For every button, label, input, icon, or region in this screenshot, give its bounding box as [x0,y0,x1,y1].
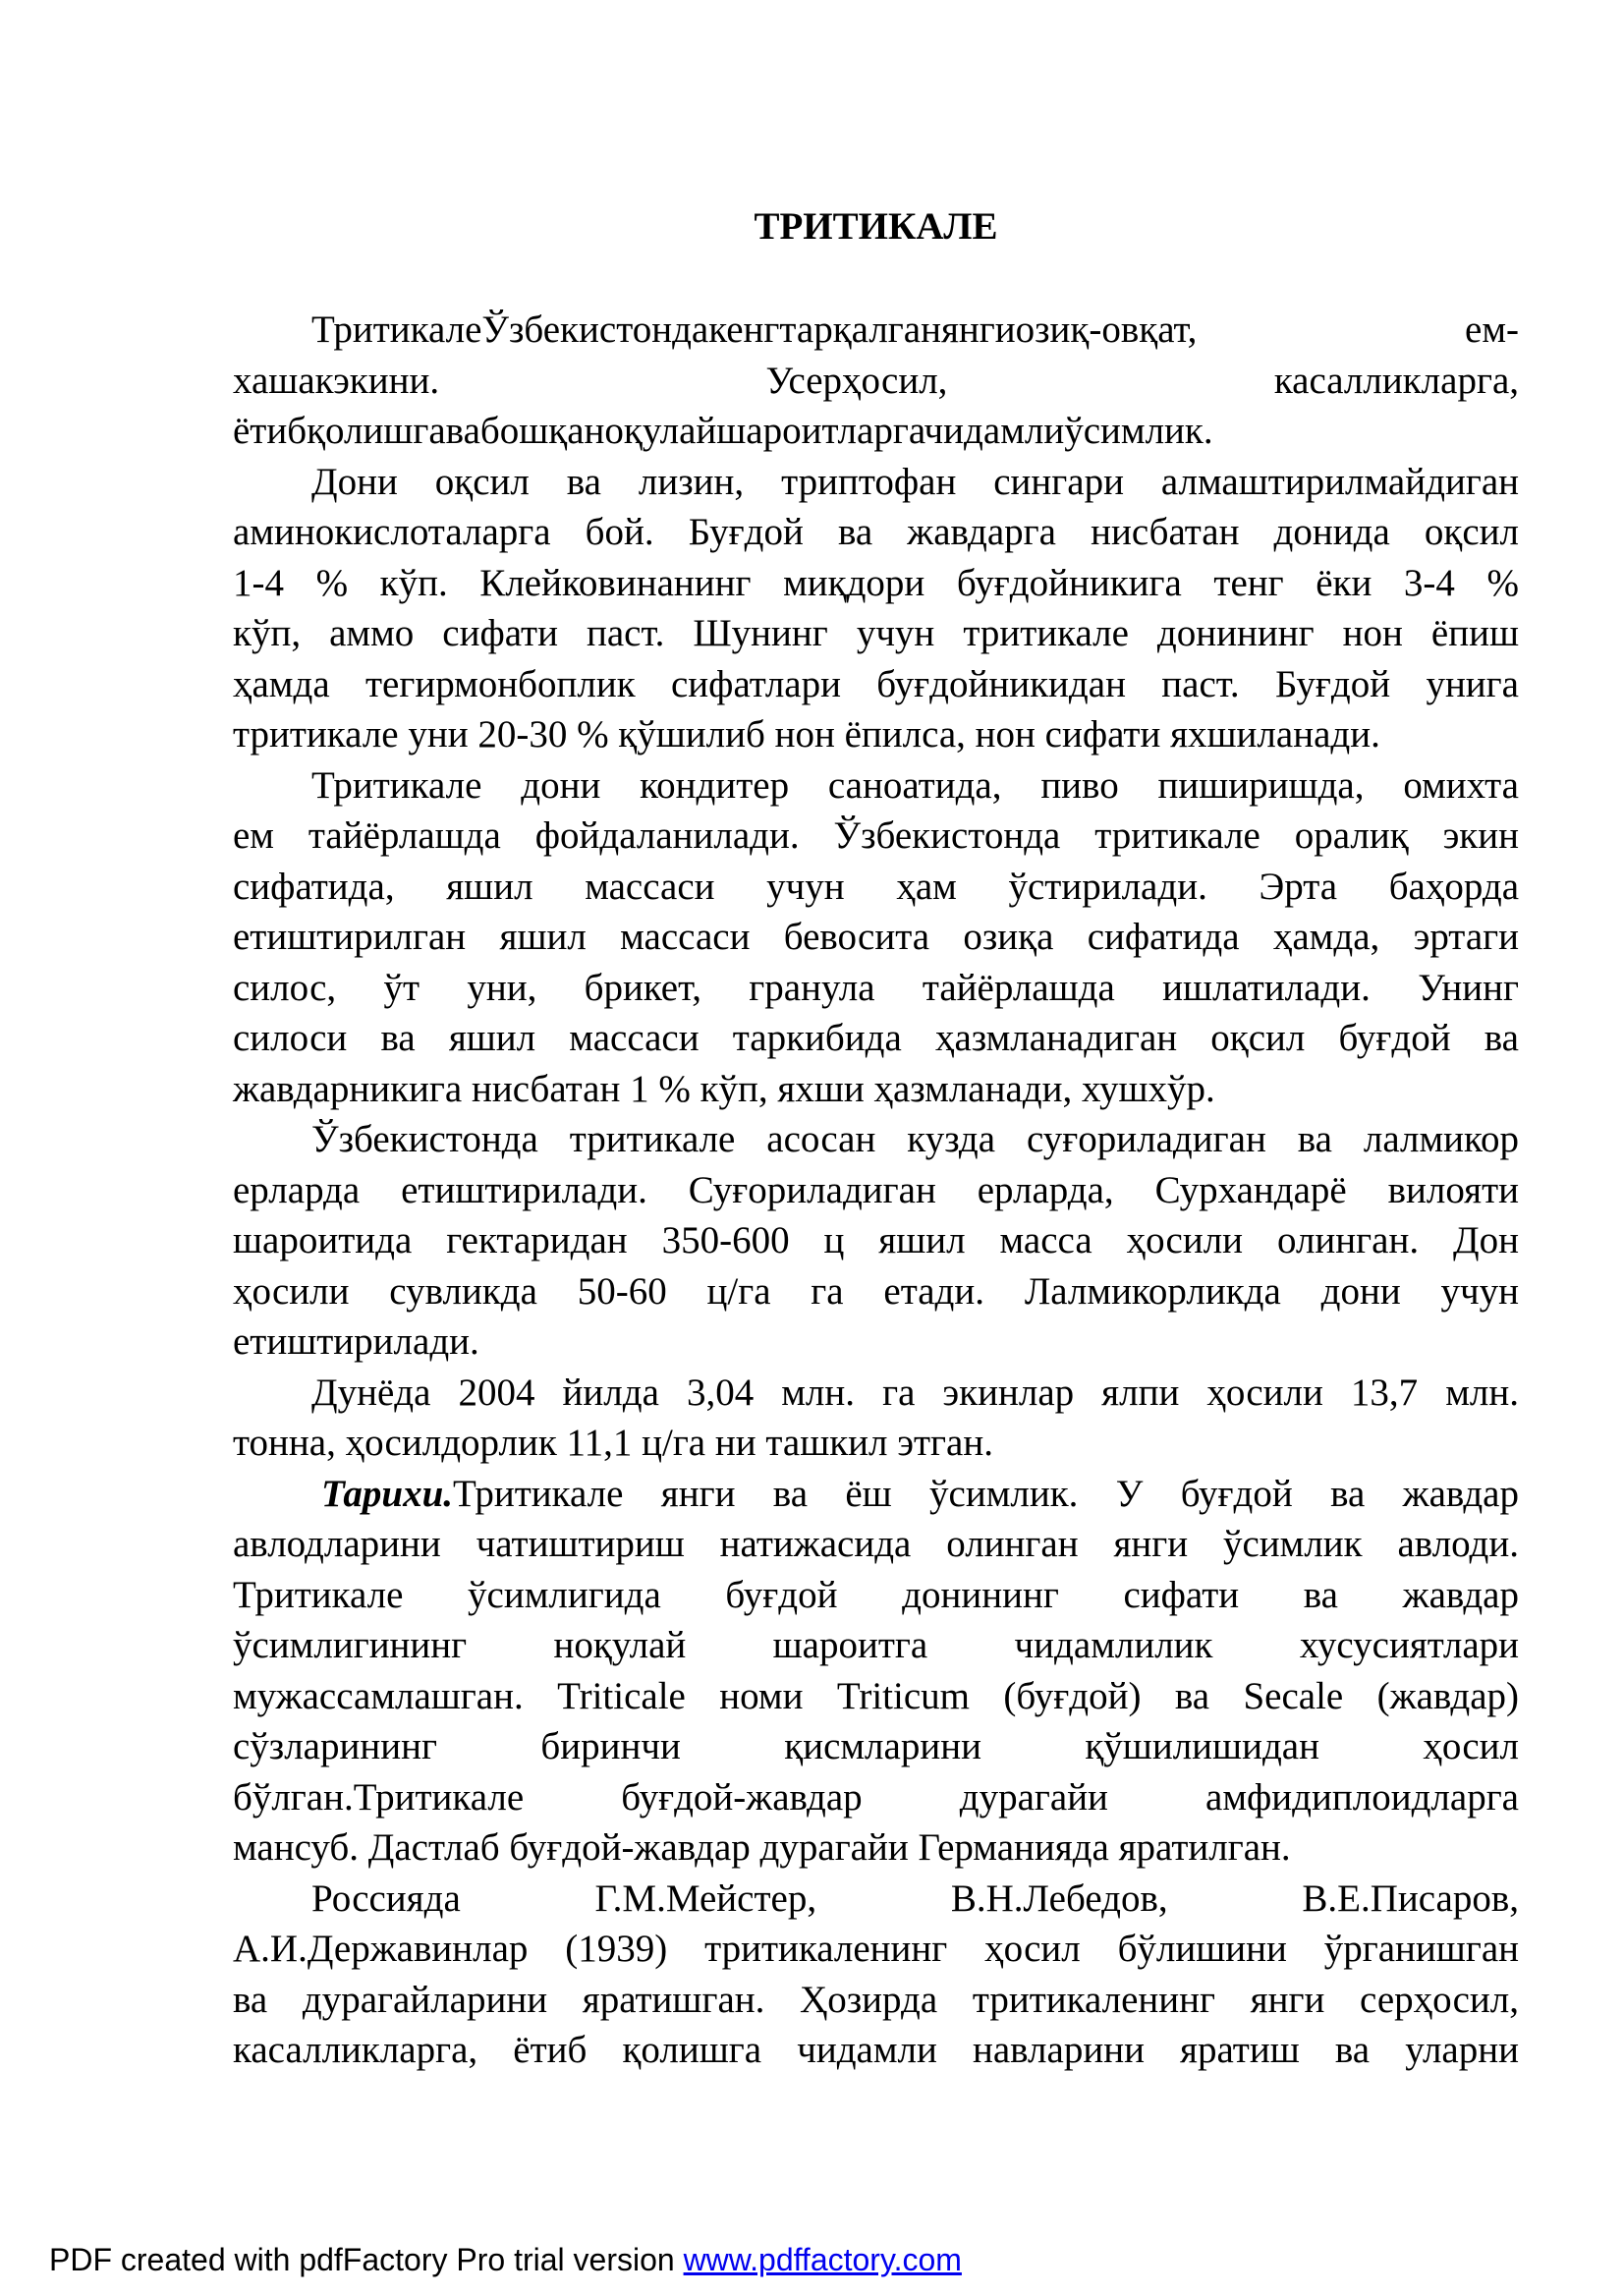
text-line: тритикале уни 20-30 % қўшилиб нон ёпилса, нон сифати яхшиланади. [233,713,1380,756]
paragraph-grain-protein [233,457,1519,760]
footer-link[interactable]: www.pdffactory.com [683,2242,962,2277]
text-line: кўп, аммо сифати паст. Шунинг учун тритикале донининг нон ёпиш [233,612,1519,654]
text-line: силос, ўт уни, брикет, гранула тайёрлашда ишлатилади. Унинг [233,966,1519,1009]
text-line: ва дурагайларини яратишган. Ҳозирда тритикаленинг янги серҳосил, [233,1978,1519,2021]
text-line: Дунёда 2004 йилда 3,04 млн. га экинлар ялпи ҳосили 13,7 млн. [311,1371,1519,1414]
text-line: сифатида, яшил массаси учун ҳам ўстирилади. Эрта баҳорда [233,865,1519,908]
text-line: етиштирилади. [233,1320,479,1363]
text-line: Дони оқсил ва лизин, триптофан сингари алмаштирилмайдиган [311,460,1519,503]
text-line: ТритикалеЎзбекистондакенгтарқалганянгиозиқ-овқат, ем- [311,308,1519,351]
paragraph-uses [233,760,1519,1115]
text-line: А.И.Державинлар (1939) тритикаленинг ҳосил бўлишини ўрганишган [233,1928,1519,1970]
text-line: силоси ва яшил массаси таркибида ҳазмланадиган оқсил буғдой ва [233,1017,1519,1059]
text-line: ҳамда тегирмонбоплик сифатлари буғдойникидан паст. Буғдой унига [233,662,1519,705]
paragraph-russia [233,1874,1519,2076]
text-line: Ўзбекистонда тритикале асосан кузда суғориладиган ва лалмикор [311,1118,1519,1160]
text-line: мансуб. Дастлаб буғдой-жавдар дурагайи Германияда яратилган. [233,1826,1291,1869]
text-line [233,1469,1519,1520]
text-line: ётибқолишгавабошқаноқулайшароитларгачидамлиўсимлик. [233,410,1213,452]
text-line: хашакэкини. Усерҳосил, касалликларга, [233,359,1519,402]
text-line: тонна, ҳосилдорлик 11,1 ц/га ни ташкил этган. [233,1422,993,1464]
text-line: ўсимлигининг ноқулай шароитга чидамлилик хусусиятлари [233,1624,1519,1666]
text-line: Россияда Г.М.Мейстер, В.Н.Лебедов, В.Е.Писаров, [311,1876,1519,1920]
text-line: бўлган.Тритикале буғдой-жавдар дурагайи амфидиплоидларга [233,1775,1519,1819]
text-run: Тритикале янги ва ёш ўсимлик. У буғдой ва жавдар [453,1472,1519,1515]
page-title: ТРИТИКАЛЕ [754,205,998,248]
text-line: Тритикале дони кондитер саноатида, пиво пиширишда, омихта [311,763,1519,807]
pdf-footer [49,2240,962,2279]
text-line: етиштирилган яшил массаси бевосита озиқа сифатида ҳамда, эртаги [233,916,1519,958]
text-line: шароитида гектаридан 350-600 ц яшил масса ҳосили олинган. Дон [233,1219,1519,1261]
section-label-history: Тарихи. [321,1472,454,1515]
text-line: Тритикале ўсимлигида буғдой донининг сифати ва жавдар [233,1573,1519,1616]
document-body [233,305,1519,2076]
text-line: мужассамлашган. Triticale номи Triticum (буғдой) ва Secale (жавдар) [233,1674,1519,1717]
paragraph-history [233,1469,1519,1874]
text-line: 1-4 % кўп. Клейковинанинг миқдори буғдойникига тенг ёки 3-4 % [233,561,1519,604]
text-line: ҳосили сувликда 50-60 ц/га га етади. Лалмикорликда дони учун [233,1269,1519,1313]
paragraph-cultivation [233,1114,1519,1368]
text-line: касалликларга, ётиб қолишга чидамли навларини яратиш ва уларни [233,2029,1519,2071]
text-line: сўзларининг биринчи қисмларини қўшилишидан ҳосил [233,1725,1519,1767]
text-line: ем тайёрлашда фойдаланилади. Ўзбекистонда тритикале оралиқ экин [233,814,1519,857]
text-line: аминокислоталарга бой. Буғдой ва жавдарга нисбатан донида оқсил [233,511,1519,553]
paragraph-intro [233,305,1519,457]
footer-text: PDF created with pdfFactory Pro trial version [49,2242,684,2277]
text-line: жавдарникига нисбатан 1 % кўп, яхши ҳазмланади, хушхўр. [233,1067,1215,1110]
text-line: ерларда етиштирилади. Суғориладиган ерларда, Сурхандарё вилояти [233,1168,1519,1211]
paragraph-world-production [233,1368,1519,1469]
text-line: авлодларини чатиштириш натижасида олинган янги ўсимлик авлоди. [233,1523,1519,1565]
